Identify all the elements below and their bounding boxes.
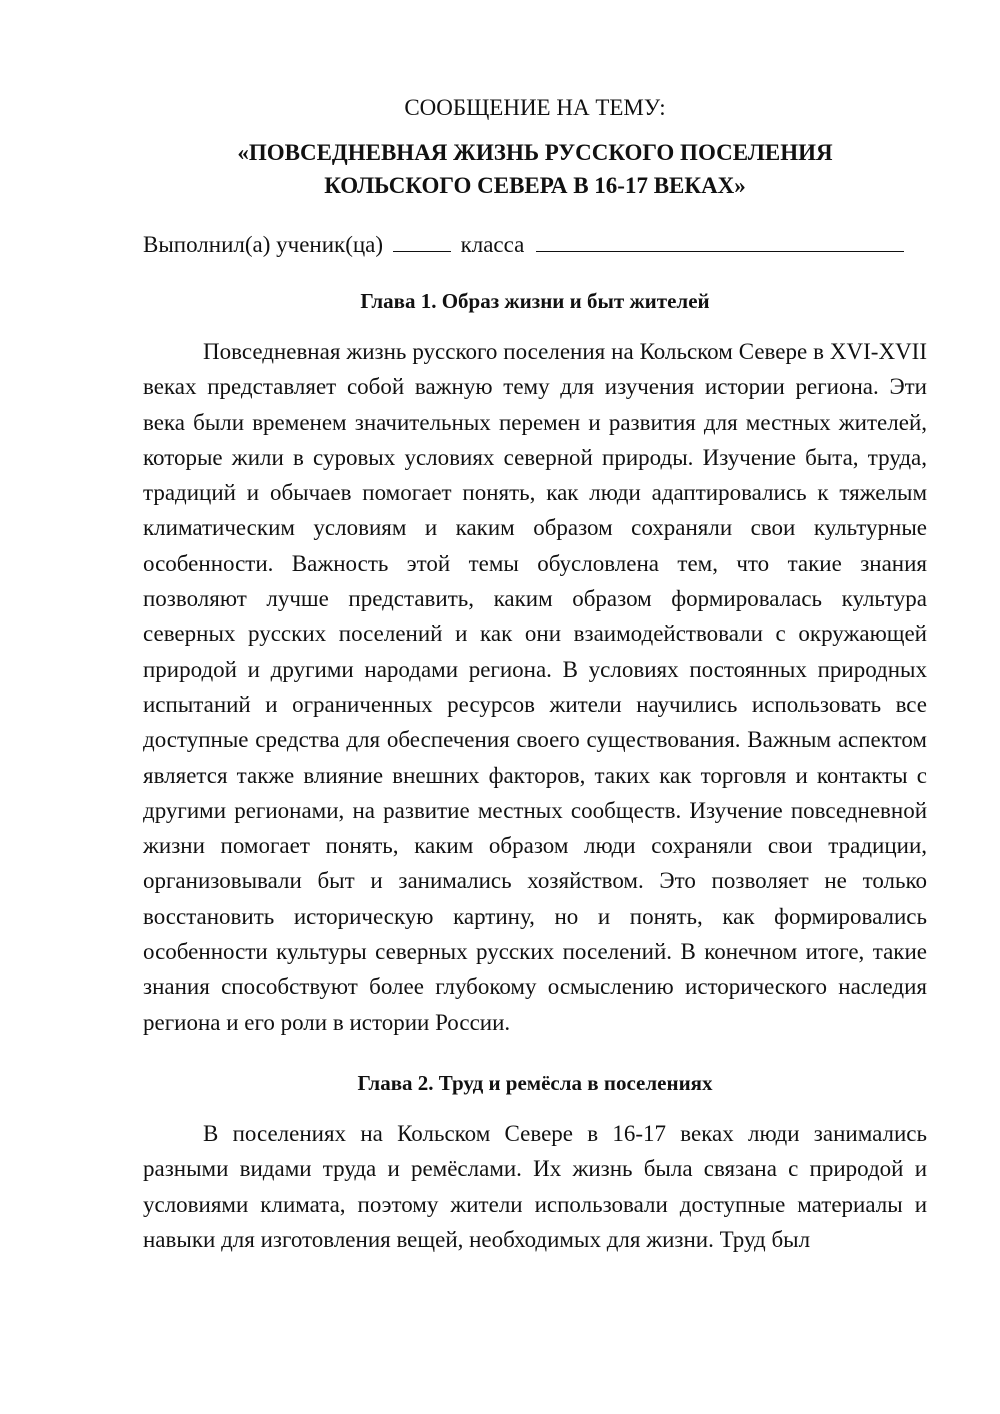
title-line-2: КОЛЬСКОГО СЕВЕРА В 16-17 ВЕКАХ» — [324, 173, 746, 198]
chapter-2-paragraph: В поселениях на Кольском Севере в 16-17 веках люди занимались разными видами труда и ремёслами. Их жизнь была связана с природой и условиями климата, поэтому жители использовали доступные материалы и навыки для изготовления вещей, необходимых для жизни. Труд был — [143, 1120, 927, 1252]
document-title — [143, 136, 927, 202]
chapter-2-heading: Глава 2. Труд и ремёсла в поселениях — [357, 1070, 713, 1095]
name-blank — [536, 233, 904, 252]
author-label: Выполнил(а) ученик(ца) — [143, 232, 384, 257]
chapter-1-paragraph: Повседневная жизнь русского поселения на Кольском Севере в XVI-XVII веках представляет собой важную тему для изучения истории региона. Эти века были временем значительных перемен и развития для местных жителей, которые жили в суровых условиях северной природы. Изучение быта, труда, традиций и обычаев помогает понять, как люди адаптировались к тяжелым климатическим условиям и каким образом сохраняли свои культурные особенности. Важность этой темы обусловлена тем, что такие знания позволяют лучше представить, каким образом формировалась культура северных русских поселений и как они взаимодействовали с окружающей природой и другими народами региона. В условиях постоянных природных испытаний и ограниченных ресурсов жители научились использовать все доступные средства для обеспечения своего существования. Важным аспектом является также влияние внешних факторов, таких как торговля и контакты с другими регионами, на развитие местных сообществ. Изучение повседневной жизни помогает понять, каким образом люди сохраняли свои традиции, организовывали быт и занимались хозяйством. Это позволяет не только восстановить историческую картину, но и понять, как формировались особенности культуры северных русских поселений. В конечном итоге, такие знания способствуют более глубокому осмыслению исторического наследия региона и его роли в истории России. — [143, 339, 927, 1035]
author-line — [143, 228, 927, 262]
chapter-1-heading: Глава 1. Образ жизни и быт жителей — [360, 289, 710, 313]
grade-blank — [393, 233, 451, 252]
document-body — [143, 90, 927, 1257]
title-line-1: «ПОВСЕДНЕВНАЯ ЖИЗНЬ РУССКОГО ПОСЕЛЕНИЯ — [237, 140, 833, 165]
subject-line: СООБЩЕНИЕ НА ТЕМУ: — [404, 95, 666, 120]
class-label: класса — [460, 232, 525, 257]
